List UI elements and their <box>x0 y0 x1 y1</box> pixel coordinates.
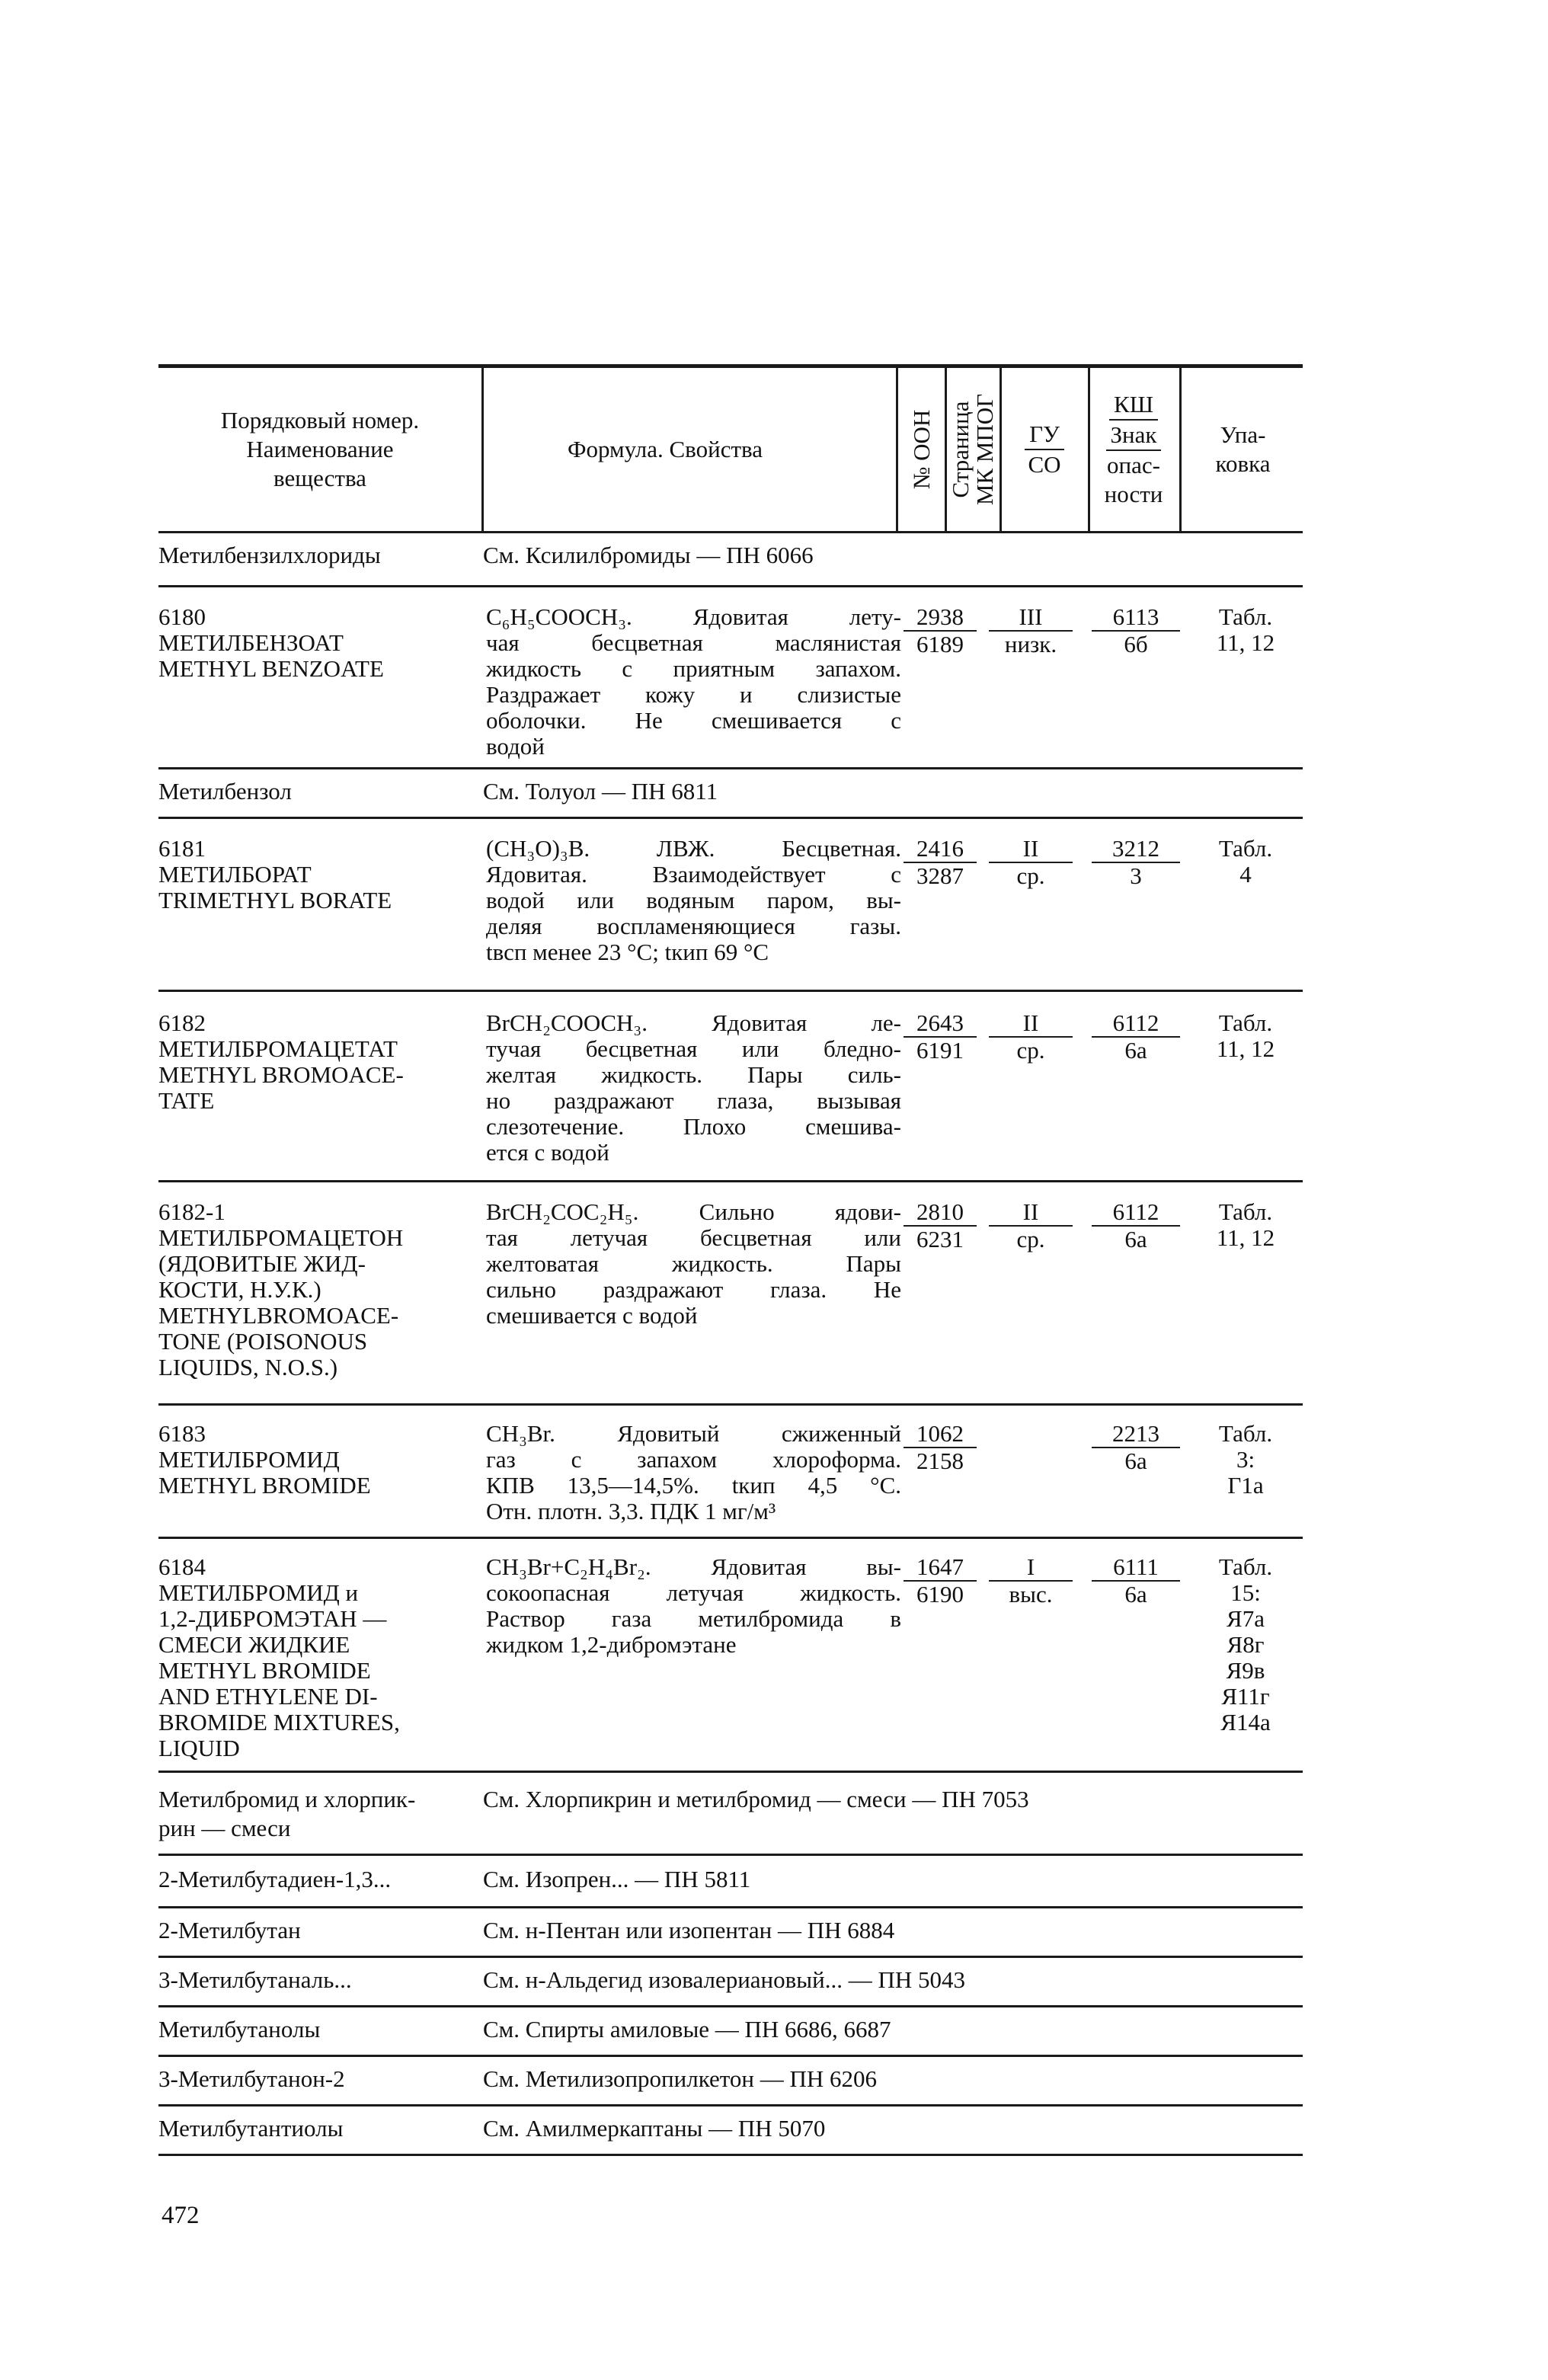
header-un: № ООН <box>908 409 935 490</box>
see-row: Метилбензол См. Толуол — ПН 6811 <box>158 778 718 805</box>
entry-6184: 6184 МЕТИЛБРОМИД и 1,2-ДИБРОМЭТАН — СМЕСИ ЖИДКИЕ METHYL BROMIDE AND ETHYLENE DI- BROMIDE MIXTURES, LIQUID CH₃Br+C₂H₄Br₂. Ядовитая вы- сокоопасная летучая жидкость. Раствор газа метилбромида в жидком 1,2-дибромэтане 1647 6190 I выс. 6111 6а Табл. 15: Я7а Я8г Я9в Я11г Я14а <box>158 1553 1273 1761</box>
entry-6182-1: 6182-1 МЕТИЛБРОМАЦЕТОН (ЯДОВИТЫЕ ЖИД- КОСТИ, Н.У.К.) METHYLBROMOACE- TONE (POISONOUS LIQUIDS, N.O.S.) BrCH₂COC₂H₅. Сильно ядови- тая летучая бесцветная или желтоватая жидкость. Пары сильно раздражают глаза. Не смешивается с водой 2810 6231 II ср. 6112 6а Табл. 11, 12 <box>158 1198 1275 1380</box>
see-row: Метилбензилхлориды См. Ксилилбромиды — ПН 6066 <box>158 542 814 568</box>
see-row: 2-Метилбутадиен-1,3... См. Изопрен... — ПН 5811 <box>158 1866 751 1892</box>
entry-6181: 6181 МЕТИЛБОРАТ TRIMETHYL BORATE (CH₃O)₃B. ЛВЖ. Бесцветная. Ядовитая. Взаимодействует с водой или водяным паром, вы- деляя воспламеняющиеся газы. tвсп менее 23 °С; tкип 69 °С 2416 3287 II ср. 3212 3 Табл. 4 <box>158 835 1273 965</box>
header-gu: ГУ СО <box>1003 368 1086 531</box>
entry-6183: 6183 МЕТИЛБРОМИД METHYL BROMIDE CH₃Br. Ядовитый сжиженный газ с запахом хлороформа. КПВ 13,5—14,5%. tкип 4,5 °С. Отн. плотн. 3,3. ПДК 1 мг/м³ 1062 2158 2213 6а Табл. 3: Г1а <box>158 1420 1273 1524</box>
header-pack: Упа- ковка <box>1215 421 1271 477</box>
entry-6182: 6182 МЕТИЛБРОМАЦЕТАТ METHYL BROMOACE- TATE BrCH₂COOCH₃. Ядовитая ле- тучая бесцветная или бледно- желтая жидкость. Пары силь- но раздражают глаза, вызывая слезотечение. Плохо смешива- ется с водой 2643 6191 II ср. 6112 6а Табл. 11, 12 <box>158 1009 1275 1166</box>
page-number: 472 <box>162 2202 200 2229</box>
header-page: Страница МК МПОГ <box>947 393 998 506</box>
header-name: Порядковый номер. Наименование вещества <box>220 407 420 491</box>
see-row: Метилбутанолы См. Спирты амиловые — ПН 6686, 6687 <box>158 2016 891 2043</box>
table-header <box>158 368 1303 533</box>
see-row: 3-Метилбутанон-2 См. Метилизопропилкетон — ПН 6206 <box>158 2065 878 2092</box>
header-formula: Формула. Свойства <box>568 436 763 462</box>
entry-6180: 6180 МЕТИЛБЕНЗОАТ METHYL BENZOATE C₆H₅COOCH₃. Ядовитая лету- чая бесцветная маслянистая жидкость с приятным запахом. Раздражает кожу и слизистые оболочки. Не смешивается с водой 2938 6189 III низк. 6113 6б Табл. 11, 12 <box>158 603 1275 760</box>
see-row: Метилбутантиолы См. Амилмеркаптаны — ПН 5070 <box>158 2115 826 2142</box>
table <box>158 364 1303 2156</box>
header-sign: КШ Знак опас- ности <box>1104 391 1163 507</box>
see-row: 2-Метилбутан См. н-Пентан или изопентан — ПН 6884 <box>158 1917 895 1943</box>
see-row: Метилбромид и хлорпик- рин — смеси См. Хлорпикрин и метилбромид — смеси — ПН 7053 <box>158 1786 1029 1841</box>
see-row: 3-Метилбутаналь... См. н-Альдегид изовалериановый... — ПН 5043 <box>158 1966 965 1993</box>
